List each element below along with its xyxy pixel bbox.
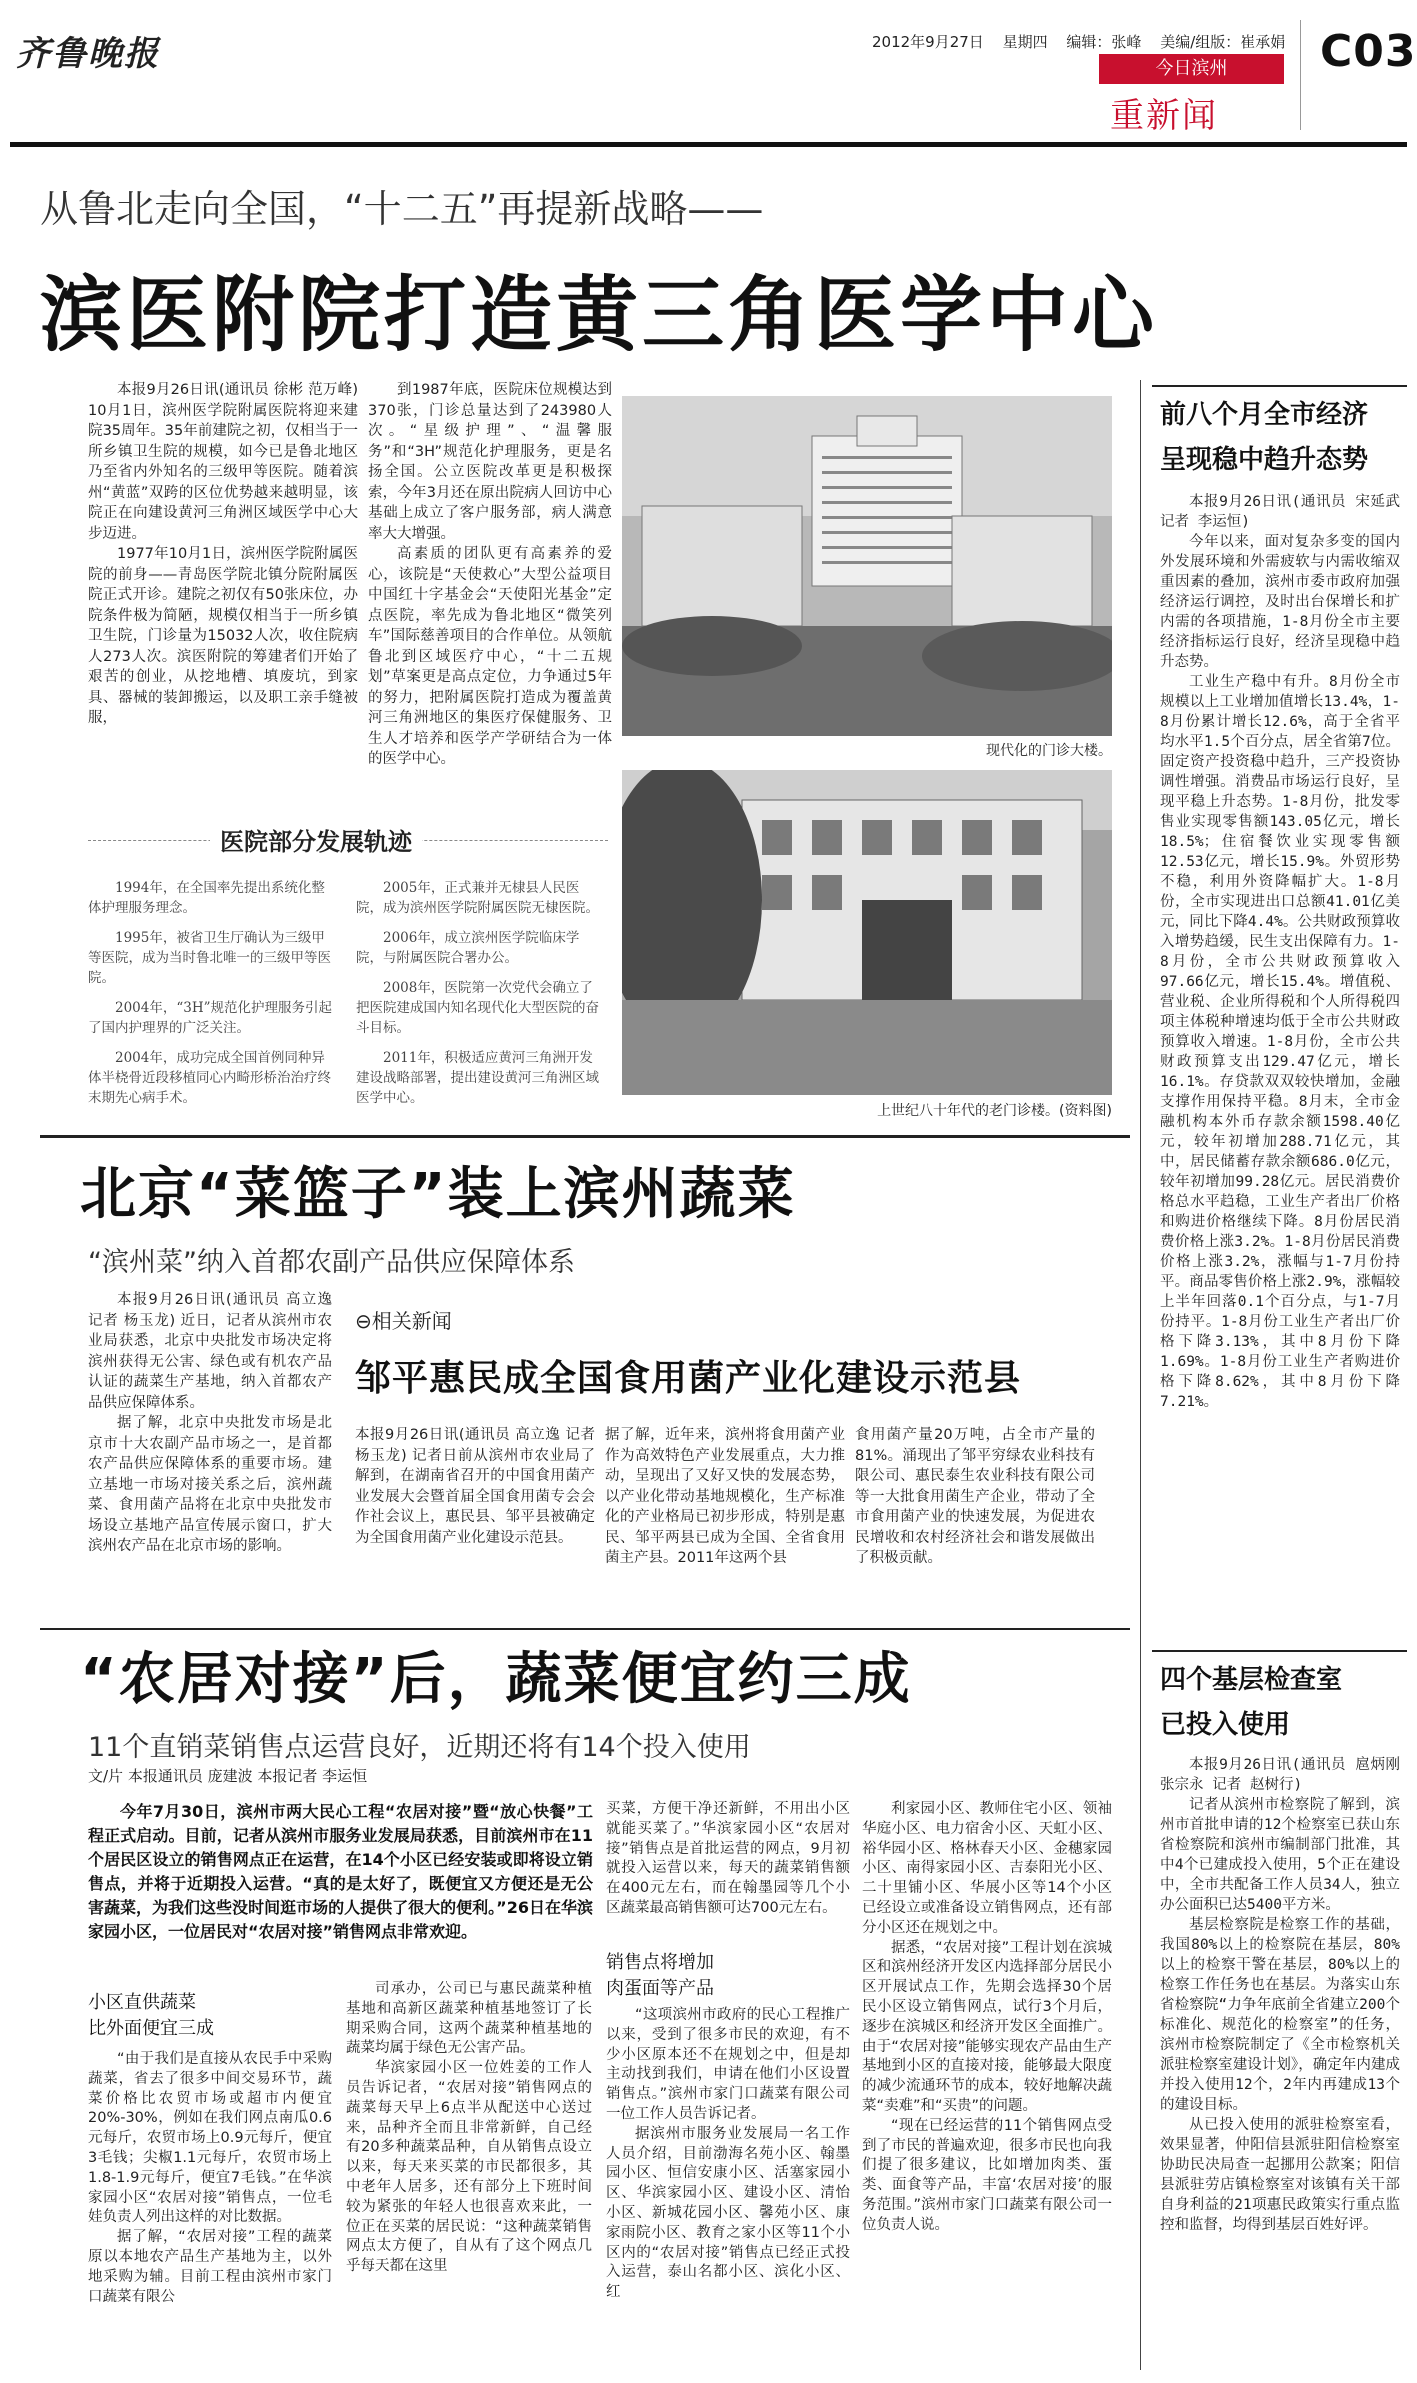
subhead-1-line-2: 比外面便宜三成 xyxy=(88,2018,214,2039)
story3-deck: 11个直销菜销售点运营良好，近期还将有14个投入使用 xyxy=(88,1732,751,1763)
issue-date: 2012年9月27日 xyxy=(872,33,984,51)
related-column-1: 本报9月26日讯(通讯员 高立逸 记者 杨玉龙) 记者日前从滨州市农业局了解到，在湖南省召开的中国食用菌产业发展大会暨首届全国食用菌专会会作社会议上，惠民县、邹平县被确定为全国食用菌产业化建设示范县。 xyxy=(355,1427,595,1546)
lead-column-2: 到1987年底，医院床位规模达到370张，门诊总量达到了243980人次。“星级护理”、“温馨服务”和“3H”规范化护理服务，更是名扬全国。公立医院改革更是积极探索，今年3月还在原出院病人回访中心基础上成立了客户服务部，病人满意率大大增强。 高素质的团队更有高素养的爱心，该院是“天使救心”大型公益项目中国红十字基金会“天使阳光基金”定点医院，率先成为鲁北地区“微笑列车”国际慈善项目的合作单位。从领航鲁北到区域医疗中心，“十二五规划”草案更是高点定位，力争通过5年的努力，把附属医院打造成为覆盖黄河三角洲地区的集医疗保健服务、卫生人才培养和医学产学研结合为一体的医学中心。 xyxy=(368,382,612,767)
section-tab: 今日滨州 xyxy=(1099,54,1284,84)
subhead-2-line-1: 销售点将增加 xyxy=(606,1952,714,1973)
lead-kicker: 从鲁北走向全国，“十二五”再提新战略—— xyxy=(40,187,764,231)
sidebar-bottom-rule xyxy=(1152,1650,1407,1652)
timeline-item: 2004年，“3H”规范化护理服务引起了国内护理界的广泛关注。 xyxy=(88,1000,333,1036)
photo-1-illustration xyxy=(622,396,1112,736)
timeline-item: 2004年，成功完成全国首例同种异体半桡骨近段移植同心内畸形桥治治疗终末期先心病手术。 xyxy=(88,1050,331,1106)
story3-column-1: “由于我们是直接从农民手中采购蔬菜，省去了很多中间交易环节，蔬菜价格比农贸市场或超市内便宜20%-30%，例如在我们网点南瓜0.6元每斤，农贸市场上0.9元每斤，便宜3毛钱；尖椒1.1元每斤，农贸市场上1.8-1.9元每斤，便宜7毛钱。”在华滨家园小区“农居对接”销售点，一位毛娃负责人列出这样的对比数据。 据了解，“农居对接”工程的蔬菜原以本地农产品生产基地为主，以外地采购为辅。目前工程由滨州市家门口蔬菜有限公 xyxy=(88,2051,332,2305)
timeline-left xyxy=(88,878,333,1108)
sidebar-top-byline: 本报9月26日讯(通讯员 宋延武 记者 李运恒) xyxy=(1160,494,1400,530)
header-meta xyxy=(872,31,1299,52)
issue-weekday: 星期四 xyxy=(1002,33,1048,51)
story3-column-3a: 买菜，方便干净还新鲜，不用出小区就能买菜了。”华滨家园小区“农居对接”销售点是首批运营的网点，9月初就投入运营以来，每天的蔬菜销售额在400元左右，而在翰墨园等几个小区蔬菜最高销售额可达700元左右。 xyxy=(606,1801,850,1916)
story3-column-3b: “这项滨州市政府的民心工程推广以来，受到了很多市民的欢迎，有不少小区原本还不在规划之中，但是却主动找到我们，申请在他们小区设置销售点。”滨州市家门口蔬菜有限公司一位工作人员告诉记者。 据滨州市服务业发展局一名工作人员介绍，目前渤海名苑小区、翰墨园小区、恒信安康小区、活塞家园小区、华滨家园小区、建设小区、清怡小区、新城花园小区、馨苑小区、康家雨院小区、教育之家小区等11个小区内的“农居对接”销售点已经正式投入运营，泰山名都小区、滨化小区、红 xyxy=(606,2007,850,2301)
timeline-item: 1995年，被省卫生厅确认为三级甲等医院，成为当时鲁北唯一的三级甲等医院。 xyxy=(88,930,331,986)
sidebar-top-title-1: 前八个月全市经济 xyxy=(1160,400,1369,430)
lead-headline: 滨医附院打造黄三角医学中心 xyxy=(40,268,1159,363)
sidebar-bottom-text xyxy=(1160,1755,1400,2370)
story3-column-4: 利家园小区、教师住宅小区、领袖华庭小区、电力宿舍小区、天虹小区、裕华园小区、格林春天小区、金穗家园小区、南得家园小区、吉泰阳光小区、二十里铺小区、华展小区等14个小区已经设立或准备设立销售网点，还有部分小区还在规划之中。 据悉，“农居对接”工程计划在滨城区和滨州经济开发区内选择部分居民小区开展试点工作，先期会选择30个居民小区设立销售网点，试行3个月后，逐步在滨城区和经济开发区全面推广。由于“农居对接”能够实现农产品由生产基地到小区的直接对接，能够最大限度的减少流通环节的成本，较好地解决蔬菜“卖难”和“买贵”的问题。 “现在已经运营的11个销售网点受到了市民的普遍欢迎，很多市民也向我们提了很多建议，比如增加肉类、蛋类、面食等产品，丰富‘农居对接’的服务范围。”滨州市家门口蔬菜有限公司一位负责人说。 xyxy=(862,1801,1112,2233)
lead-column-1: 本报9月26日讯(通讯员 徐彬 范万峰) 10月1日，滨州医学院附属医院将迎来建院35周年。35年前建院之初，仅相当于一所乡镇卫生院的规模，如今已是鲁北地区乃至省内外知名的三级甲等医院。随着滨州“黄蓝”双跨的区位优势越来越明显，该院正在向建设黄河三角洲区域医学中心大步迈进。 1977年10月1日，滨州医学院附属医院的前身——青岛医学院北镇分院附属医院正式开诊。建院之初仅有50张床位，办院条件极为简陋，规模仅相当于一所乡镇卫生院，门诊量为15032人次，收住院病人273人次。滨医附院的筹建者们开始了艰苦的创业，从挖地槽、填废坑，到家具、器械的装卸搬运，以及职工亲手缝被服， xyxy=(88,382,358,726)
sidebar-top-body: 今年以来，面对复杂多变的国内外发展环境和外需疲软与内需收缩双重因素的叠加，滨州市委市政府加强经济运行调控，及时出台保增长和扩内需的各项措施，1-8月份全市主要经济指标运行良好，经济呈现稳中趋升态势。 工业生产稳中有升。8月份全市规模以上工业增加值增长13.4%，1-8月份累计增长12.6%，高于全省平均水平1.5个百分点，居全省第7位。固定资产投资稳中趋升，三产投资协调性增强。消费品市场运行良好，呈现平稳上升态势。1-8月份，批发零售业实现零售额143.05亿元，增长18.5%；住宿餐饮业实现零售额12.53亿元，增长15.9%。外贸形势不稳，利用外资降幅扩大。1-8月份，全市实现进出口总额41.01亿美元，同比下降4.4%。公共财政预算收入增势趋缓，民生支出保障有力。1-8月份，全市公共财政预算收入97.66亿元，增长15.4%。增值税、营业税、企业所得税和个人所得税四项主体税种增速均低于全市公共财政预算收入增速。1-8月份，全市公共财政预算支出129.47亿元，增长16.1%。存贷款双双较快增加，金融支撑作用保持平稳。8月末，全市金融机构本外币存款余额1598.40亿元，较年初增加288.71亿元，其中，居民储蓄存款余额686.0亿元，较年初增加99.28亿元。居民消费价格总水平趋稳，工业生产者出厂价格和购进价格继续下降。8月份居民消费价格上涨3.2%。1-8月份居民消费价格上涨3.2%，涨幅与1-7月份持平。商品零售价格上涨2.9%，涨幅较上半年回落0.1个百分点，与1-7月份持平。1-8月份工业生产者出厂价格下降3.13%，其中8月份下降1.69%。1-8月份工业生产者购进价格下降8.62%，其中8月份下降7.21%。 xyxy=(1160,534,1400,1410)
sidebar-bottom-title-1: 四个基层检查室 xyxy=(1160,1665,1343,1695)
photo-modern-outpatient-building xyxy=(622,396,1112,736)
related-column-3: 食用菌产量20万吨，占全市产量的81%。涌现出了邹平穷绿农业科技有限公司、惠民泰生农业科技有限公司等一大批食用菌生产企业，带动了全市食用菌产业的快速发展，为促进农民增收和农村经济社会和谐发展做出了积极贡献。 xyxy=(855,1427,1095,1566)
timeline-item: 1994年，在全国率先提出系统化整体护理服务理念。 xyxy=(88,880,325,916)
timeline-item: 2006年，成立滨州医学院临床学院，与附属医院合署办公。 xyxy=(356,930,580,966)
section-subtitle: 重新闻 xyxy=(1110,96,1218,136)
story2-top-rule xyxy=(40,1135,1130,1138)
design-credit: 美编/组版：崔承娟 xyxy=(1160,33,1286,51)
photo-old-outpatient-building xyxy=(622,770,1112,1095)
story3-subhead-1 xyxy=(88,1990,214,2042)
sidebar-divider xyxy=(1140,380,1141,2370)
sidebar-bottom-byline: 本报9月26日讯(通讯员 扈炳刚 张宗永 记者 赵树行) xyxy=(1160,1757,1400,1793)
story2-deck: “滨州菜”纳入首都农副产品供应保障体系 xyxy=(88,1247,575,1278)
timeline-item: 2005年，正式兼并无棣县人民医院，成为滨州医学院附属医院无棣医院。 xyxy=(356,880,599,916)
header-divider xyxy=(1300,20,1301,130)
sidebar-top-title-2: 呈现稳中趋升态势 xyxy=(1160,445,1369,475)
sidebar-bottom-title-2: 已投入使用 xyxy=(1160,1710,1291,1740)
related-headline: 邹平惠民成全国食用菌产业化建设示范县 xyxy=(355,1358,1022,1399)
header-rule xyxy=(10,142,1407,147)
story2-text: 本报9月26日讯(通讯员 高立逸 记者 杨玉龙) 近日，记者从滨州市农业局获悉，北京中央批发市场决定将滨州获得无公害、绿色或有机农产品认证的蔬菜生产基地，纳入首都农产品供应保障体系。 据了解，北京中央批发市场是北京市十大农副产品市场之一，是首都农产品供应保障体系的重要市场。建立基地一市场对接关系之后，滨州蔬菜、食用菌产品将在北京中央批发市场设立基地产品宣传展示窗口，扩大滨州农产品在北京市场的影响。 xyxy=(88,1292,332,1554)
timeline-item: 2011年，积极适应黄河三角洲开发建设战略部署，提出建设黄河三角洲区域医学中心。 xyxy=(356,1050,599,1106)
related-column-2: 据了解，近年来，滨州将食用菌产业作为高效特色产业发展重点，大力推动，呈现出了又好又快的发展态势，以产业化带动基地规模化，生产标准化的产业格局已初步形成，特别是惠民、邹平两县已成为全国、全省食用菌主产县。2011年这两个县 xyxy=(605,1427,845,1566)
masthead-logo: 齐鲁晚报 xyxy=(16,34,160,74)
story3-headline: “农居对接”后，蔬菜便宜约三成 xyxy=(80,1647,912,1712)
photo-2-illustration xyxy=(622,770,1112,1095)
sidebar-top-rule xyxy=(1152,385,1407,387)
story3-byline: 文/片 本报通讯员 庞建波 本报记者 李运恒 xyxy=(88,1767,368,1785)
story3-top-rule xyxy=(40,1628,1130,1630)
timeline-item: 2008年，医院第一次党代会确立了把医院建成国内知名现代化大型医院的奋斗目标。 xyxy=(356,980,599,1036)
page-number: C03 xyxy=(1320,26,1417,77)
subhead-2-line-2: 肉蛋面等产品 xyxy=(606,1978,714,1999)
photo-2-caption: 上世纪八十年代的老门诊楼。(资料图) xyxy=(877,1103,1112,1119)
editor-credit: 编辑：张峰 xyxy=(1066,33,1142,51)
sidebar-top-text xyxy=(1160,492,1400,1642)
related-tag-label: 相关新闻 xyxy=(371,1309,452,1333)
story2-headline: 北京“菜篮子”装上滨州蔬菜 xyxy=(80,1162,796,1227)
related-news-tag xyxy=(355,1305,452,1334)
story3-subhead-2 xyxy=(606,1950,714,2002)
subhead-1-line-1: 小区直供蔬菜 xyxy=(88,1992,196,2013)
sidebar-bottom-body: 记者从滨州市检察院了解到，滨州市首批申请的12个检察室已获山东省检察院和滨州市编制部门批准，其中4个已建成投入使用，5个正在建设中，全市共配备工作人员34人，独立办公面积已达5400平方米。 基层检察院是检察工作的基础，我国80%以上的检察院在基层，80%以上的检察干警在基层，80%以上的检察工作任务也在基层。为落实山东省检察院“力争年底前全省建立200个标准化、规范化的检察室”的任务，滨州市检察院制定了《全市检察机关派驻检察室建设计划》，确定年内建成并投入使用12个，2年内再建成13个的建设目标。 从已投入使用的派驻检察室看，效果显著，仲阳信县派驻阳信检察室协助民决局查一起挪用公款案；阳信县派驻劳店镇检察室对该镇有关干部自身利益的21项惠民政策实行重点监控和监督，均得到基层百姓好评。 xyxy=(1160,1797,1400,2233)
story3-lead-text: 今年7月30日，滨州市两大民心工程“农居对接”暨“放心快餐”工程正式启动。目前，记者从滨州市服务业发展局获悉，目前滨州市在11个居民区设立的销售网点正在运营，在14个小区已经安装或即将设立销售点，并将于近期投入运营。“真的是太好了，既便宜又方便还是无公害蔬菜，为我们这些没时间逛市场的人提供了很大的便利。”26日在华滨家园小区，一位居民对“农居对接”销售网点非常欢迎。 xyxy=(88,1802,593,1941)
story3-column-2: 司承办，公司已与惠民蔬菜种植基地和高新区蔬菜种植基地签订了长期采购合同，这两个蔬菜种植基地的蔬菜均属于绿色无公害产品。 华滨家园小区一位姓姜的工作人员告诉记者，“农居对接”销售网点的蔬菜每天早上6点半从配送中心送过来，品种齐全而且非常新鲜，自己经有20多种蔬菜品种，自从销售点设立以来，每天来买菜的市民都很多，其中老年人居多，还有部分上下班时间较为紧张的年轻人也很喜欢来此，一位正在买菜的居民说：“这种蔬菜销售网点太方便了，自从有了这个网点几乎每天都在这里 xyxy=(346,1981,592,2275)
related-icon: ⊖ xyxy=(355,1309,372,1333)
story3-lead xyxy=(88,1800,593,1970)
timeline-right xyxy=(356,878,606,1108)
photo-1-caption: 现代化的门诊大楼。 xyxy=(986,743,1112,759)
timeline-title: 医院部分发展轨迹 xyxy=(210,822,422,857)
